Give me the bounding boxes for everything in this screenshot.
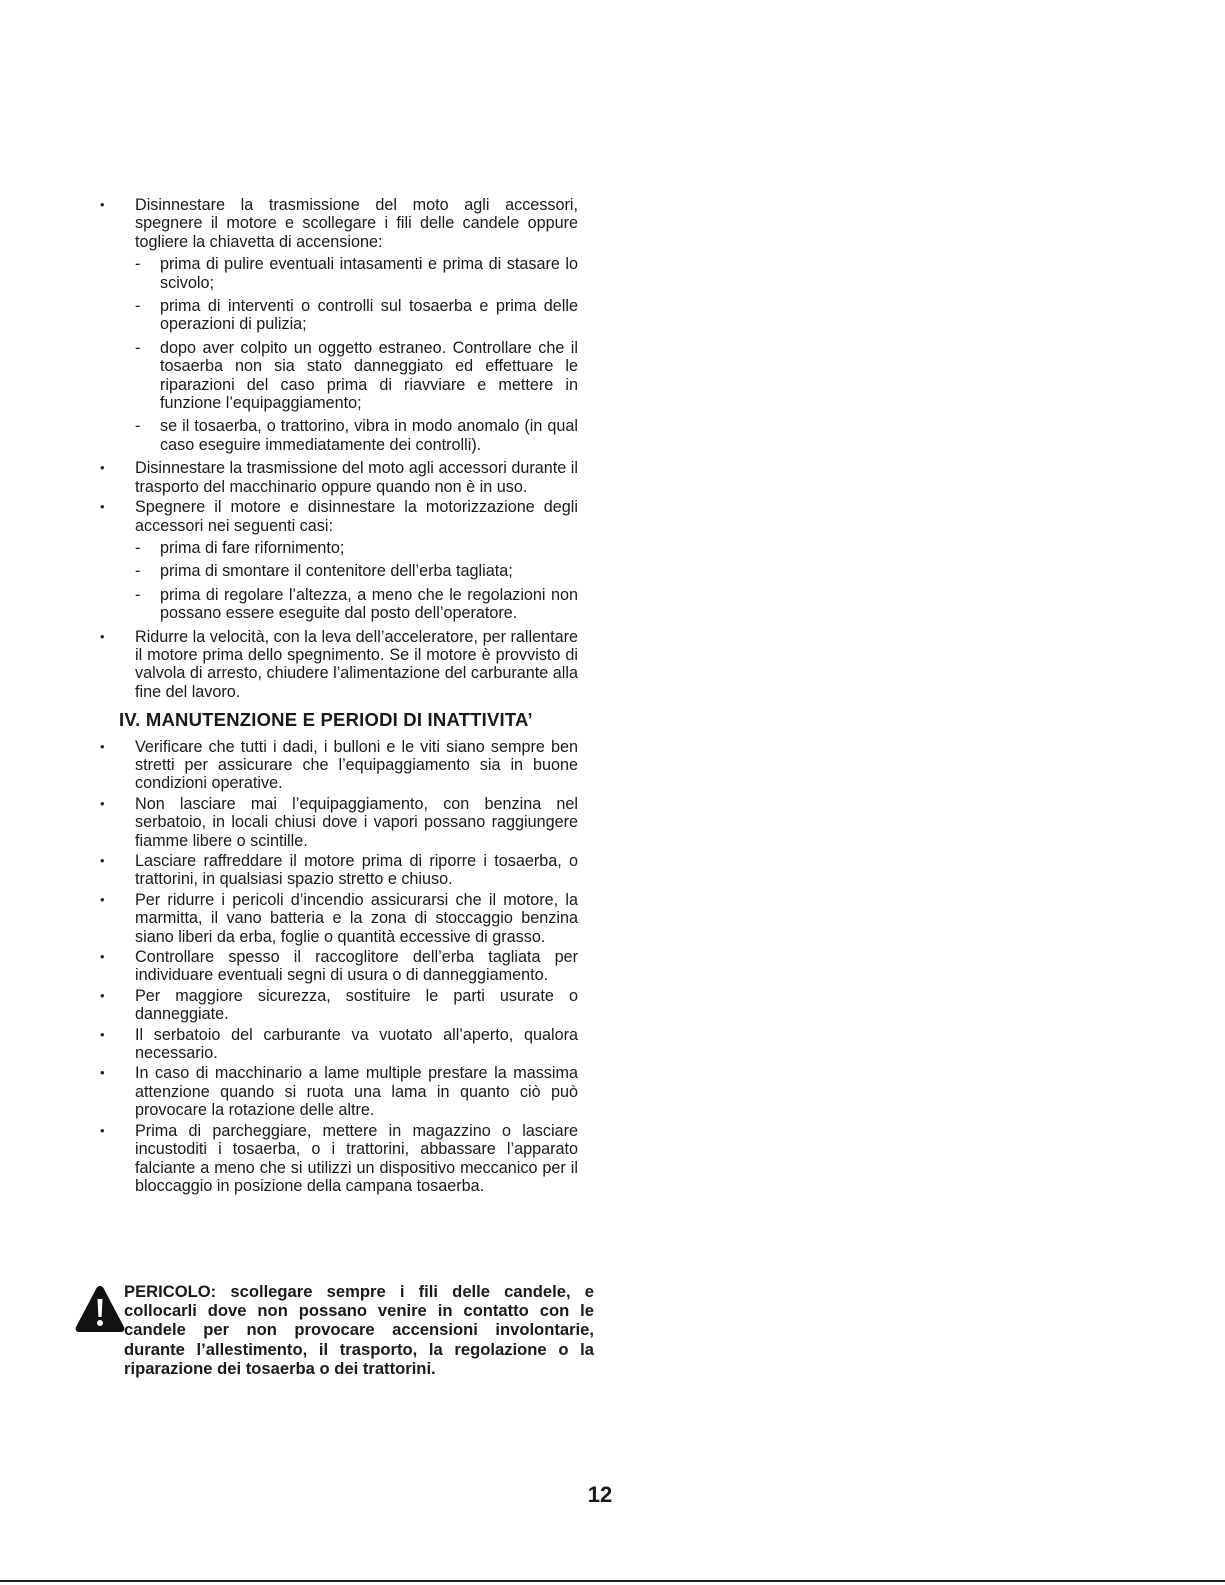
bullet-text: Disinnestare la trasmissione del moto agli accessori durante il trasporto del macchinario oppure quando non è in uso.: [135, 459, 578, 496]
list-item: • Non lasciare mai l’equipaggiamento, con benzina nel serbatoio, in locali chiusi dove i vapori possano raggiungere fiamme libere o scintille.: [100, 795, 578, 850]
sub-list: [135, 539, 578, 623]
list-item: [100, 498, 578, 622]
list-item: • Controllare spesso il raccoglitore dell’erba tagliata per individuare eventuali segni di usura o di danneggiamento.: [100, 948, 578, 985]
sub-list: [135, 255, 578, 454]
danger-text: PERICOLO: scollegare sempre i fili delle candele, e collocarli dove non possano venire in contatto con le candele per non provocare accensioni involontarie, durante l’allestimento, il trasporto, la regolazione o la riparazione dei tosaerba o dei trattorini.: [124, 1282, 594, 1378]
list-item: • Per ridurre i pericoli d’incendio assicurarsi che il motore, la marmitta, il vano batteria e la zona di stoccaggio benzina siano liberi da erba, foglie o quantità eccessive di grasso.: [100, 891, 578, 946]
sub-list-item: - prima di fare rifornimento;: [135, 539, 578, 557]
sub-list-item: - prima di smontare il contenitore dell’erba tagliata;: [135, 562, 578, 580]
list-item: • Per maggiore sicurezza, sostituire le parti usurate o danneggiate.: [100, 987, 578, 1024]
list-item: [100, 628, 578, 702]
list-item: • Il serbatoio del carburante va vuotato all’aperto, qualora necessario.: [100, 1026, 578, 1063]
bottom-rule: [0, 1580, 1225, 1582]
sub-list-item: - prima di pulire eventuali intasamenti e prima di stasare lo scivolo;: [135, 255, 578, 292]
warning-triangle-icon: [74, 1284, 126, 1334]
list-item: • Prima di parcheggiare, mettere in magazzino o lasciare incustoditi i tosaerba, o i trattorini, abbassare l’apparato falciante a meno che si utilizzi un dispositivo meccanico per il bloccaggio in posizione della campana tosaerba.: [100, 1122, 578, 1196]
danger-notice: [74, 1282, 594, 1382]
list-item: [100, 459, 578, 496]
bullet-text: Ridurre la velocità, con la leva dell’acceleratore, per rallentare il motore prima dello spegnimento. Se il motore è provvisto di valvola di arresto, chiudere l’alimentazione del carburante alla fine del lavoro.: [135, 627, 578, 701]
sub-list-item: - se il tosaerba, o trattorino, vibra in modo anomalo (in qual caso eseguire immediatamente dei controlli).: [135, 417, 578, 454]
page-number: 12: [587, 1482, 613, 1507]
sub-list-item: - prima di interventi o controlli sul tosaerba e prima delle operazioni di pulizia;: [135, 297, 578, 334]
list-item: • Verificare che tutti i dadi, i bulloni e le viti siano sempre ben stretti per assicurare che l’equipaggiamento sia in buone condizioni operative.: [100, 738, 578, 793]
list-item: [100, 196, 578, 454]
list-item: • In caso di macchinario a lame multiple prestare la massima attenzione quando si ruota una lama in quanto ciò può provocare la rotazione delle altre.: [100, 1064, 578, 1119]
sub-list-item: - dopo aver colpito un oggetto estraneo. Controllare che il tosaerba non sia stato danneggiato ed effettuare le riparazioni del caso prima di riavviare e mettere in funzione l’equipaggiamento;: [135, 339, 578, 413]
bullet-text: Spegnere il motore e disinnestare la motorizzazione degli accessori nei seguenti casi:: [135, 498, 578, 535]
section-heading: IV. MANUTENZIONE E PERIODI DI INATTIVITA’: [119, 709, 533, 731]
list-item: • Lasciare raffreddare il motore prima di riporre i tosaerba, o trattorini, in qualsiasi spazio stretto e chiuso.: [100, 852, 578, 889]
bullet-text: Disinnestare la trasmissione del moto agli accessori, spegnere il motore e scollegare i fili delle candele oppure togliere la chiavetta di accensione:: [135, 196, 578, 251]
sub-list-item: - prima di regolare l’altezza, a meno che le regolazioni non possano essere eseguite dal posto dell’operatore.: [135, 586, 578, 623]
text-column: [100, 196, 578, 1197]
